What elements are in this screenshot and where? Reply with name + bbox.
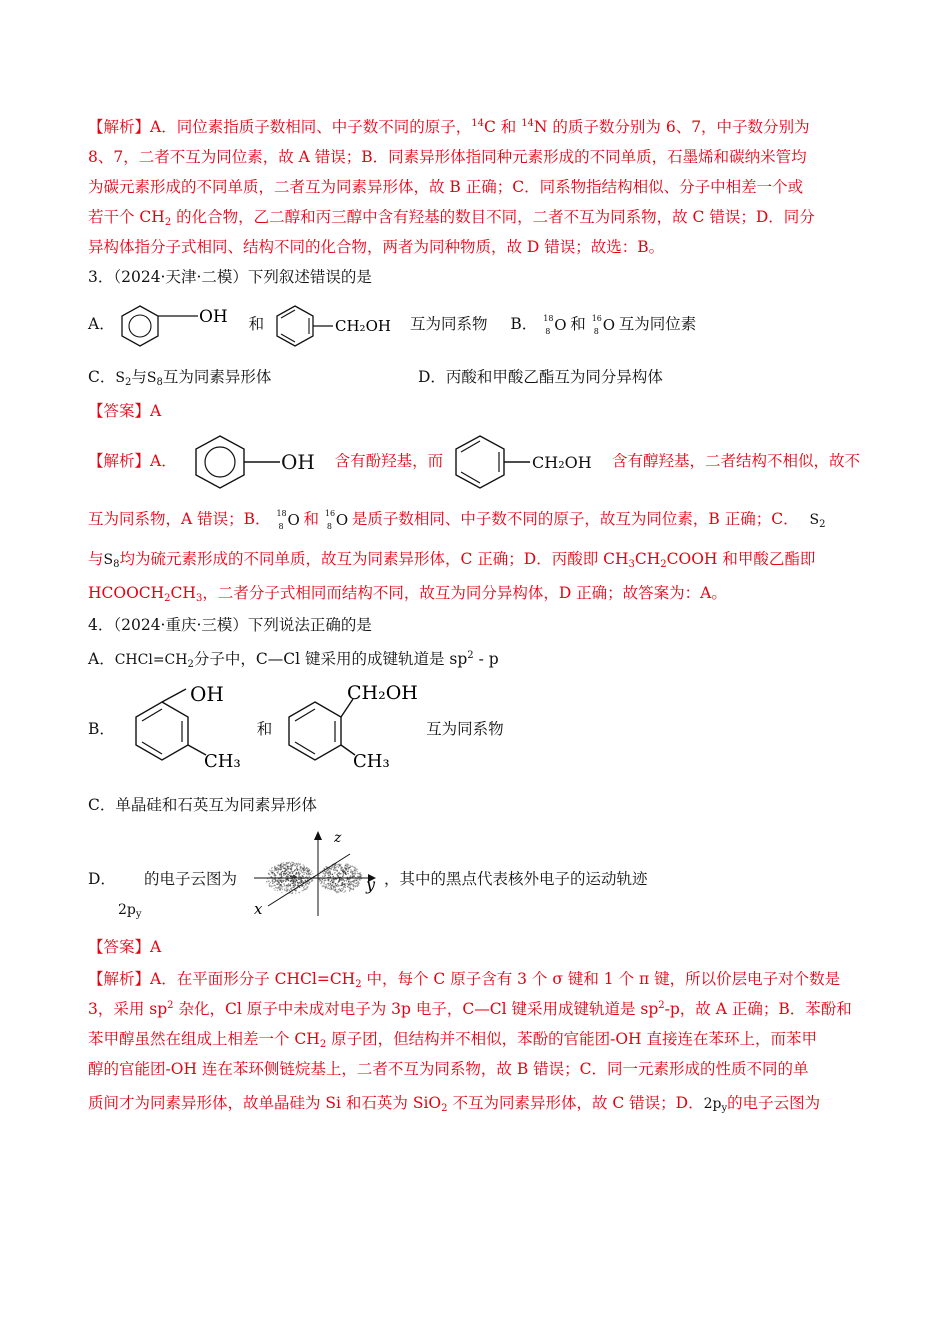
question4-option-b: B． OH CH₃ 和 CH₂OH CH₃ 互为同系物 bbox=[88, 684, 504, 774]
question3-analysis-line1: 【解析】A． OH 含有酚羟基，而 CH₂OH 含有醇羟基，二者结构不相似，故不 bbox=[88, 430, 860, 492]
question4-analysis-line4: 醇的官能团-OH 连在苯环侧链烷基上，二者不互为同系物，故 B 错误；C．同一元素形成的性质不同的单 bbox=[88, 1060, 809, 1078]
orbital-2py-label: $2p_y$ bbox=[118, 902, 142, 920]
analysis1-line5: 异构体指分子式相同、结构不同的化合物，两者为同种物质，故 D 错误；故选：B。 bbox=[88, 238, 665, 256]
question3-analysis-line4: $HCOOCH_2CH_3$，二者分子式相同而结构不同，故互为同分异构体，D 正确；故答案为：A。 bbox=[88, 584, 727, 604]
benzyl-alcohol-structure-analysis bbox=[454, 432, 599, 492]
ch2oh-label: CH₂OH bbox=[532, 453, 592, 472]
question4-analysis-line3: 苯甲醇虽然在组成上相差一个 $CH_2$ 原子团，但结构并不相似，苯酚的官能团-OH 直接连在苯环上，而苯甲 bbox=[88, 1030, 818, 1050]
analysis1-line1: 【解析】A．同位素指质子数相同、中子数不同的原子，$^{14}$C 和 $^{14}$N 的质子数分别为 6、7，中子数分别为 bbox=[88, 118, 810, 136]
question4-option-d-mid: 的电子云图为 bbox=[144, 870, 238, 888]
analysis1-line3: 为碳元素形成的不同单质，二者互为同素异形体，故 B 正确；C．同系物指结构相似、分子中相差一个或 bbox=[88, 178, 804, 196]
benzyl-alcohol-structure bbox=[275, 303, 399, 347]
oh-label: OH bbox=[189, 685, 224, 706]
question3-option-d: D．丙酸和甲酸乙酯互为同分异构体 bbox=[418, 368, 663, 386]
analysis1-line2: 8、7，二者不互为同位素，故 A 错误；B．同素异形体指同种元素形成的不同单质，石墨烯和碳纳米管均 bbox=[88, 148, 807, 166]
analysis1-line4: 若干个 $CH_2$ 的化合物，乙二醇和丙三醇中含有羟基的数目不同，二者不互为同系物，故 C 错误；D．同分 bbox=[88, 208, 815, 228]
question3-stem: 3．（2024·天津·二模）下列叙述错误的是 bbox=[88, 268, 372, 286]
question4-option-d-tail: ，其中的黑点代表核外电子的运动轨迹 bbox=[384, 870, 648, 888]
phenol-structure-analysis bbox=[194, 432, 326, 492]
o-cresol-structure bbox=[122, 685, 252, 775]
question4-option-c: C．单晶硅和石英互为同素异形体 bbox=[88, 796, 317, 814]
question4-option-a: A．$CHCl=CH_2$分子中，C—Cl 键采用的成键轨道是 $sp^2$ - p bbox=[88, 650, 499, 670]
electron-cloud-diagram bbox=[250, 826, 390, 918]
question3-analysis-line2: 互为同系物，A 错误；B． 18 8 O 和 16 8 O 是质子数相同、中子数不同的原子，故互为同位素，B 正确；C． $S_2$ bbox=[88, 509, 826, 531]
y-axis-label: y bbox=[366, 875, 376, 894]
question4-option-d-label: D． bbox=[88, 870, 116, 888]
question4-analysis-line5: 质间才为同素异形体，故单晶硅为 Si 和石英为 SiO$_2$ 不互为同素异形体，故 C 错误；D．$2p_y$的电子云图为 bbox=[88, 1094, 821, 1114]
x-axis-label: x bbox=[254, 900, 263, 918]
oh-label: OH bbox=[198, 307, 228, 327]
oh-label: OH bbox=[280, 450, 315, 474]
question3-analysis-line3: 与$S_8$均为硫元素形成的不同单质，故互为同素异形体，C 正确；D．丙酸即 $CH_3CH_2COOH$ 和甲酸乙酯即 bbox=[88, 550, 816, 570]
question3-option-c: C．$S_2$与$S_8$互为同素异形体 bbox=[88, 368, 272, 388]
oxygen-18-isotope: 18 8 O bbox=[543, 314, 567, 336]
question4-analysis-line2: 3，采用 $sp^2$ 杂化，Cl 原子中未成对电子为 3p 电子，C—Cl 键采用成键轨道是 $sp^2-p$，故 A 正确；B．苯酚和 bbox=[88, 1000, 852, 1018]
ch2oh-label: CH₂OH bbox=[347, 685, 419, 704]
ch3-label: CH₃ bbox=[203, 751, 241, 772]
z-axis-arrow bbox=[314, 831, 322, 840]
analysis-tag: 【解析】 bbox=[88, 118, 151, 136]
question4-answer: 【答案】A bbox=[88, 938, 162, 956]
question4-stem: 4．（2024·重庆·三模）下列说法正确的是 bbox=[88, 616, 372, 634]
question3-option-a: A． OH 和 CH₂OH 互为同系物 B． 18 8 O 和 16 8 O 互为同位素 bbox=[88, 302, 696, 346]
question3-answer: 【答案】A bbox=[88, 402, 162, 420]
z-axis-label: z bbox=[334, 830, 342, 846]
oxygen-16-isotope: 16 8 O bbox=[324, 509, 349, 531]
ch3-label: CH₃ bbox=[353, 751, 390, 772]
oxygen-18-isotope: 18 8 O bbox=[276, 509, 300, 531]
ch2oh-label: CH₂OH bbox=[335, 317, 391, 335]
phenol-structure bbox=[120, 303, 232, 347]
question4-analysis-line1: 【解析】A．在平面形分子 $CHCl=CH_2$ 中，每个 C 原子含有 3 个 σ 键和 1 个 π 键，所以价层电子对个数是 bbox=[88, 970, 841, 990]
oxygen-16-isotope: 16 8 O bbox=[591, 314, 616, 336]
methylbenzyl-alcohol-structure bbox=[279, 685, 419, 775]
